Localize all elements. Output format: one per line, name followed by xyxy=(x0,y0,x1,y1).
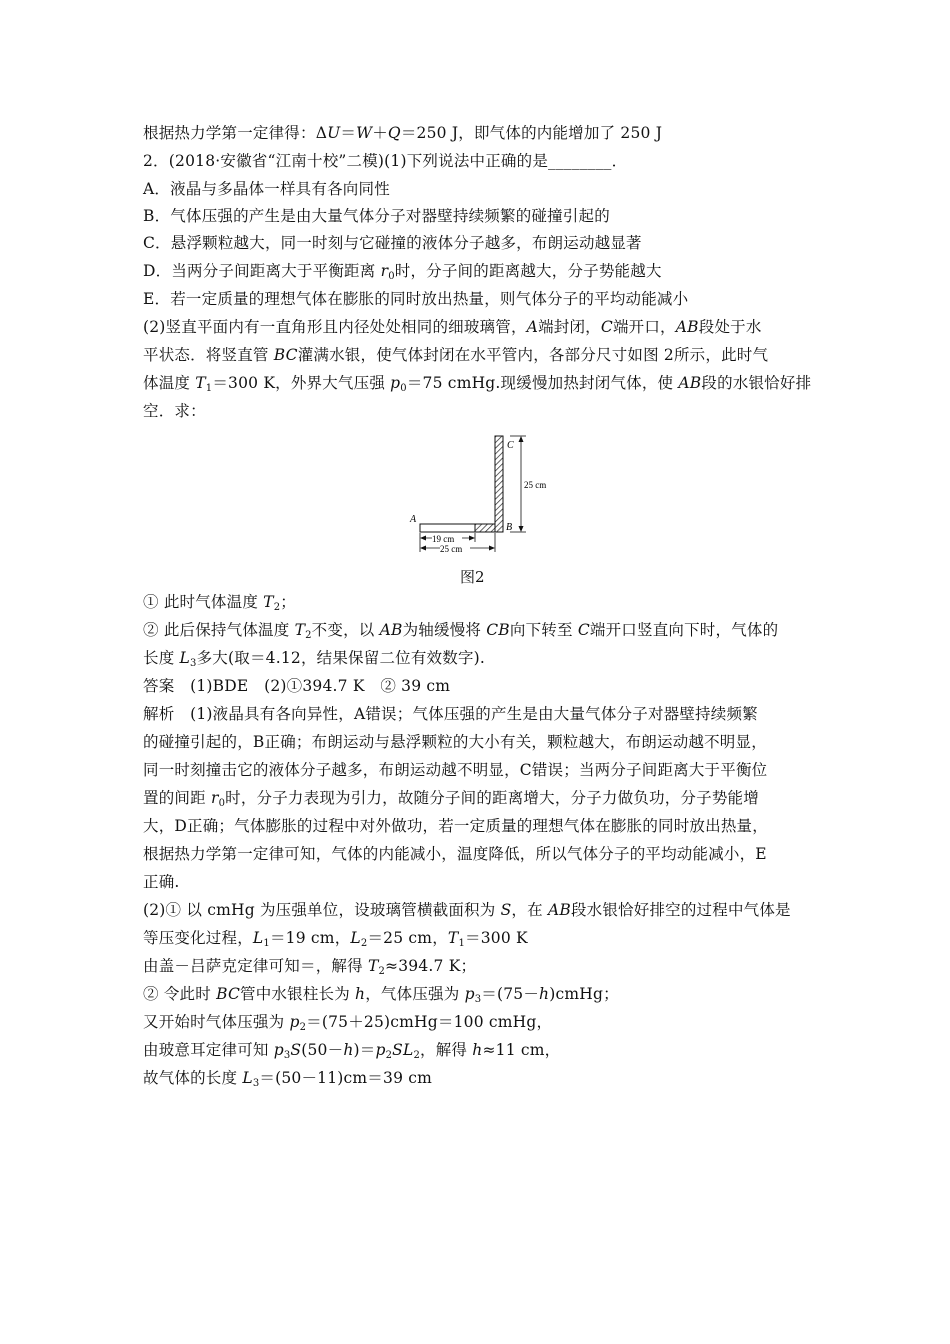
option-b: B．气体压强的产生是由大量气体分子对器壁持续频繁的碰撞引起的 xyxy=(143,207,610,225)
figure-caption: 图2 xyxy=(460,568,485,586)
analysis-text: 正确. xyxy=(143,873,180,891)
vertical-tube-bc xyxy=(495,436,503,532)
label-b: B xyxy=(506,522,513,533)
analysis-text: 置的间距 $r_0$时，分子力表现为引力，故随分子间的距离增大，分子力做负功，分子势能增 xyxy=(143,789,759,809)
answer-line: 答案 (1)BDE (2)①394.7 K ② 39 cm xyxy=(143,677,451,695)
dimension-inner-label: 19 cm xyxy=(432,534,455,544)
problem-text: (2)竖直平面内有一直角形且内径处处相同的细玻璃管，A端封闭，C端开口，AB段处于水 xyxy=(143,318,762,336)
tube-diagram xyxy=(400,430,560,560)
label-c: C xyxy=(507,440,514,451)
analysis-text: 由盖－吕萨克定律可知＝，解得 $T_2\approx 394.7$ K； xyxy=(143,957,477,977)
option-e: E．若一定质量的理想气体在膨胀的同时放出热量，则气体分子的平均动能减小 xyxy=(143,290,689,308)
problem-text: 体温度 $T_1=300$ K，外界大气压强 $p_0=75$ cmHg.现缓慢加热封闭气体，使 AB段的水银恰好排 xyxy=(143,374,812,394)
problem-text: 平状态．将竖直管 BC灌满水银，使气体封闭在水平管内，各部分尺寸如图 2所示，此时气 xyxy=(143,346,769,364)
analysis-text: 同一时刻撞击它的液体分子越多，布朗运动越不明显，C错误；当两分子间距离大于平衡位 xyxy=(143,761,768,779)
option-d: D．当两分子间距离大于平衡距离 $r_0$时，分子间的距离越大，分子势能越大 xyxy=(143,262,662,282)
text-line: 根据热力学第一定律得：ΔU＝W＋Q＝250 J，即气体的内能增加了 250 J xyxy=(143,124,663,142)
subquestion-2: ② 此后保持气体温度 $T_2$不变，以 AB为轴缓慢将 CB向下转至 C端开口竖直向下时，气体的 xyxy=(143,621,779,641)
dimension-outer-label: 25 cm xyxy=(440,544,463,554)
subquestion-1: ① 此时气体温度 $T_2$； xyxy=(143,593,296,613)
analysis-text: 解析 (1)液晶具有各向异性，A错误；气体压强的产生是由大量气体分子对器壁持续频繁 xyxy=(143,705,758,723)
analysis-text: (2)① 以 cmHg 为压强单位，设玻璃管横截面积为 S，在 AB段水银恰好排空的过程中气体是 xyxy=(143,901,791,919)
option-c: C．悬浮颗粒越大，同一时刻与它碰撞的液体分子越多，布朗运动越显著 xyxy=(143,234,642,252)
analysis-text: 故气体的长度 $L_3=(50-11)cm=39$ cm xyxy=(143,1069,433,1089)
question-header: 2．(2018·安徽省“江南十校”二模)(1)下列说法中正确的是________． xyxy=(143,152,628,170)
mercury-segment xyxy=(475,524,495,532)
dimension-vertical-label: 25 cm xyxy=(524,480,547,490)
analysis-text: 的碰撞引起的，B正确；布朗运动与悬浮颗粒的大小有关，颗粒越大，布朗运动越不明显， xyxy=(143,733,767,751)
analysis-text: 等压变化过程，$L_1=19$ cm，$L_2=25$ cm，$T_1=300$ K xyxy=(143,929,528,949)
problem-text: 空．求： xyxy=(143,402,206,420)
analysis-text: 又开始时气体压强为 $p_2=(75+25)cmHg=100$ cmHg， xyxy=(143,1013,553,1033)
analysis-text: 大，D正确；气体膨胀的过程中对外做功，若一定质量的理想气体在膨胀的同时放出热量， xyxy=(143,817,768,835)
label-a: A xyxy=(410,514,417,525)
subquestion-2: 长度 $L_3$多大(取＝4.12，结果保留二位有效数字). xyxy=(143,649,486,669)
analysis-text: ② 令此时 BC管中水银柱长为 h，气体压强为 $p_3=(75-h)cmHg$； xyxy=(143,985,619,1005)
option-a: A．液晶与多晶体一样具有各向同性 xyxy=(143,180,390,198)
horizontal-tube-ab xyxy=(420,524,475,532)
analysis-text: 由玻意耳定律可知 $p_3S(50-h)=p_2SL_2$，解得 h≈11 cm， xyxy=(143,1041,561,1061)
analysis-text: 根据热力学第一定律可知，气体的内能减小，温度降低，所以气体分子的平均动能减小，E xyxy=(143,845,767,863)
